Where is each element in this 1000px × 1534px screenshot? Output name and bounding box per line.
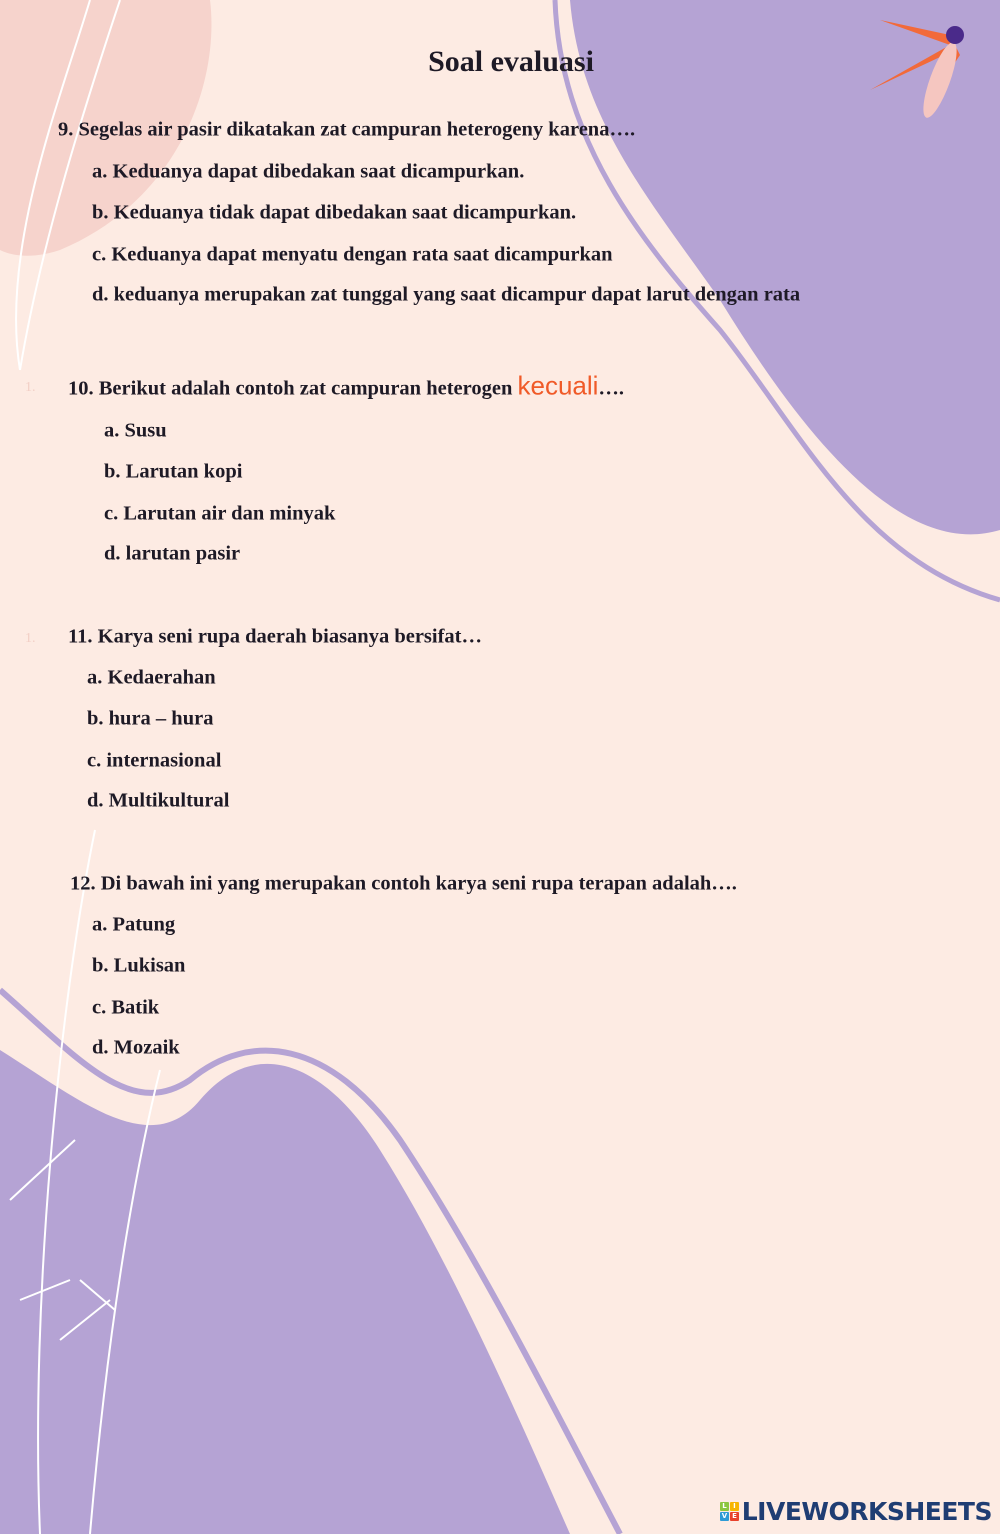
logo-letter: I (730, 1502, 739, 1511)
option[interactable]: a. Kedaerahan (87, 666, 216, 689)
liveworksheets-logo (720, 1497, 992, 1526)
question-11: 11. Karya seni rupa daerah biasanya bersifat… (68, 625, 483, 648)
option[interactable]: b. Keduanya tidak dapat dibedakan saat dicampurkan. (92, 201, 577, 224)
option[interactable]: b. hura – hura (87, 707, 214, 730)
list-number: 1. (25, 380, 36, 395)
option[interactable]: d. larutan pasir (104, 542, 241, 565)
question-12: 12. Di bawah ini yang merupakan contoh karya seni rupa terapan adalah…. (70, 872, 737, 895)
logo-letter: V (720, 1512, 729, 1521)
logo-letter: E (730, 1512, 739, 1521)
option[interactable]: a. Patung (92, 913, 176, 936)
option[interactable]: c. Batik (92, 996, 160, 1019)
logo-icon (720, 1502, 739, 1521)
question-9: 9. Segelas air pasir dikatakan zat campuran heterogeny karena…. (58, 118, 636, 141)
option[interactable]: c. Keduanya dapat menyatu dengan rata saat dicampurkan (92, 243, 613, 266)
option[interactable]: c. internasional (87, 749, 222, 772)
option[interactable]: d. Mozaik (92, 1036, 180, 1059)
option[interactable]: b. Larutan kopi (104, 460, 243, 483)
logo-text: LIVEWORKSHEETS (741, 1497, 992, 1526)
question-text: 10. Berikut adalah contoh zat campuran heterogen (68, 377, 518, 400)
page-title: Soal evaluasi (428, 45, 594, 78)
option[interactable]: d. Multikultural (87, 789, 230, 812)
option[interactable]: a. Keduanya dapat dibedakan saat dicampurkan. (92, 160, 525, 183)
list-number: 1. (25, 631, 36, 646)
option[interactable]: b. Lukisan (92, 954, 186, 977)
option[interactable]: d. keduanya merupakan zat tunggal yang saat dicampur dapat larut dengan rata (92, 283, 801, 306)
highlight-kecuali: kecuali (517, 370, 599, 401)
option[interactable]: c. Larutan air dan minyak (104, 502, 336, 525)
question-suffix: …. (598, 377, 625, 400)
option[interactable]: a. Susu (104, 419, 167, 442)
logo-letter: L (720, 1502, 729, 1511)
question-10 (68, 371, 624, 402)
